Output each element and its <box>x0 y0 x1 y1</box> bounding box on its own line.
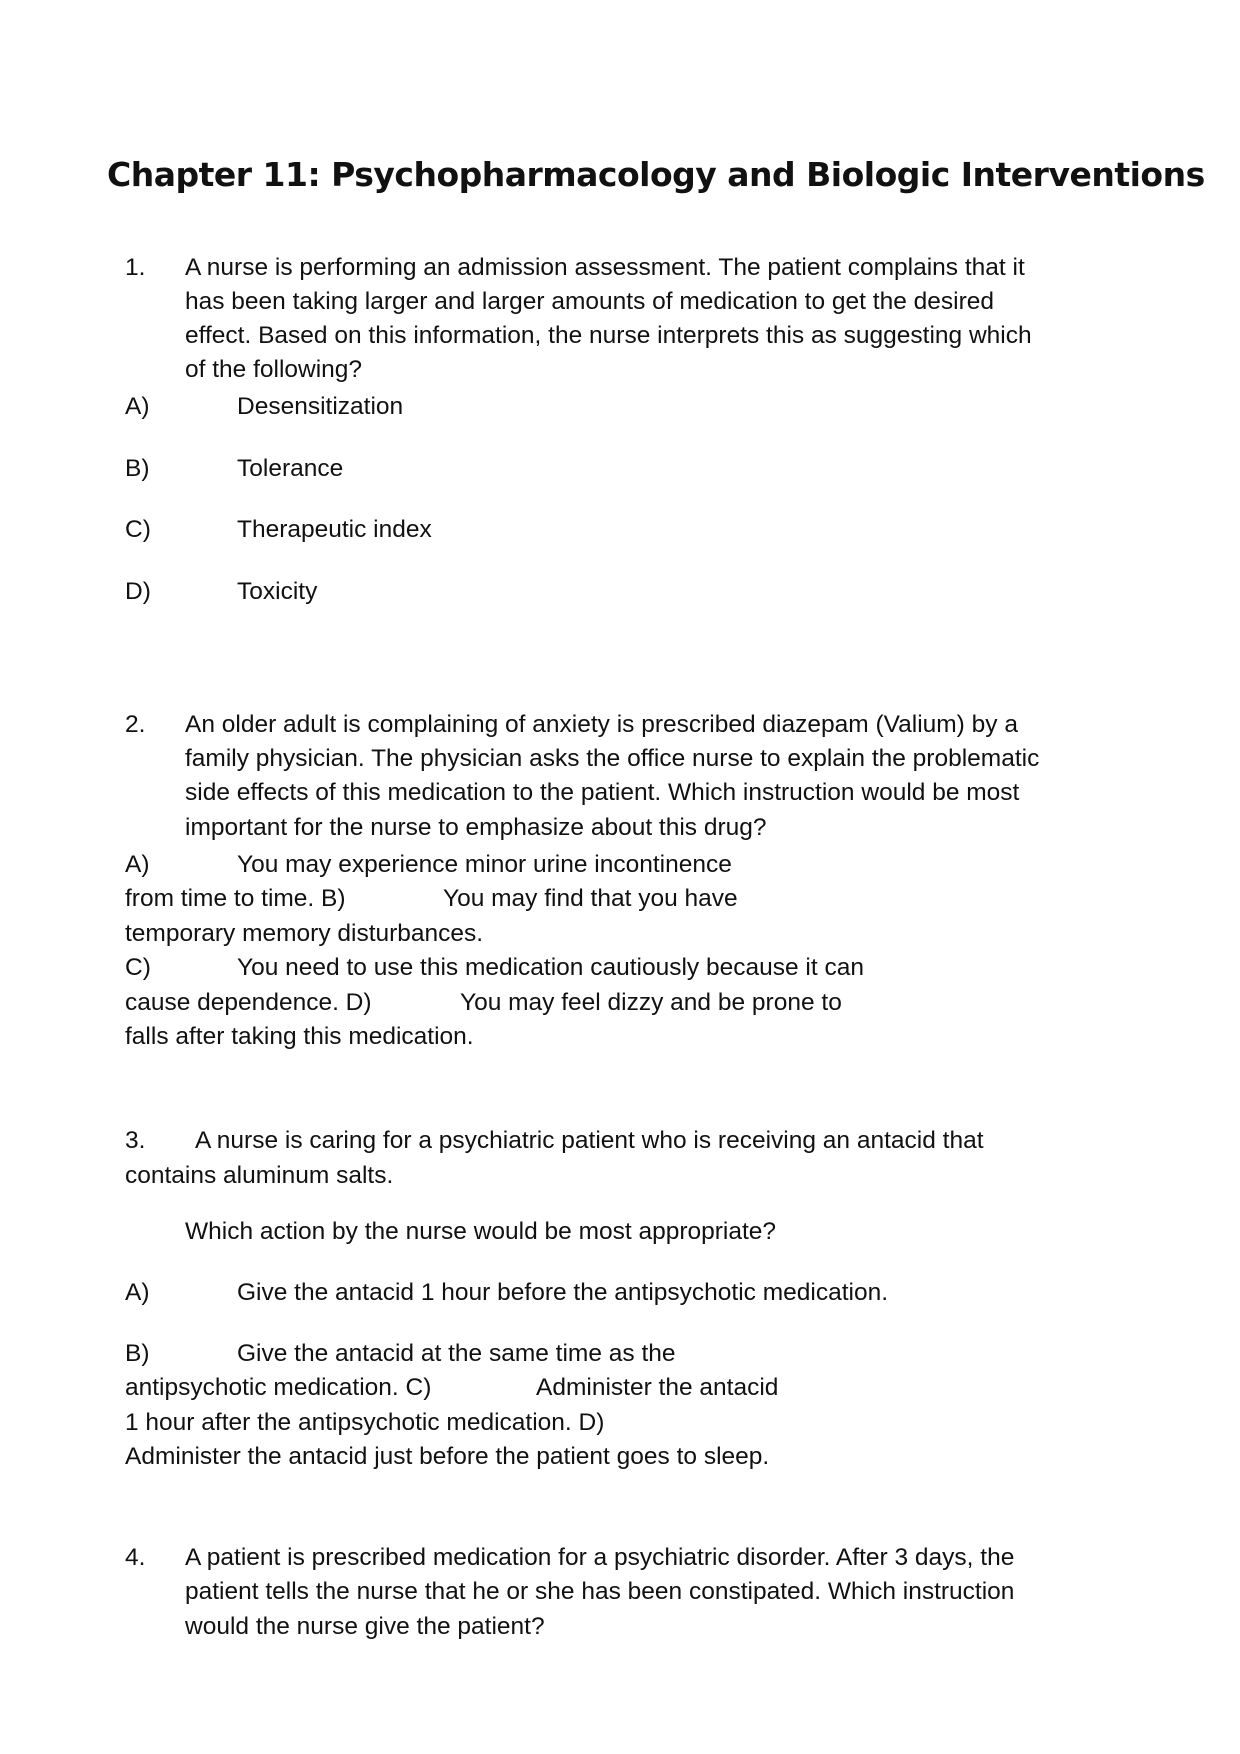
option-text: You may experience minor urine incontinence <box>237 851 732 878</box>
option-wrap-text: cause dependence. D) <box>125 989 372 1016</box>
option-wrap-text: temporary memory disturbances. <box>125 920 484 947</box>
question-stem-line: side effects of this medication to the patient. Which instruction would be most <box>185 779 1020 806</box>
option-letter: A) <box>125 851 150 878</box>
option-text: Desensitization <box>237 393 404 420</box>
question-stem-line: An older adult is complaining of anxiety is prescribed diazepam (Valium) by a <box>185 711 1018 738</box>
page-title: Chapter 11: Psychopharmacology and Biologic Interventions <box>107 155 1205 194</box>
question-stem-line: has been taking larger and larger amounts of medication to get the desired <box>185 288 995 315</box>
question-stem-line: contains aluminum salts. <box>125 1162 394 1189</box>
question-stem-line: important for the nurse to emphasize about this drug? <box>185 814 767 841</box>
option-text: Administer the antacid <box>536 1374 779 1401</box>
option-text: Therapeutic index <box>237 516 432 543</box>
option-letter: C) <box>125 954 151 981</box>
question-number: 4. <box>125 1544 146 1571</box>
option-letter: C) <box>125 516 151 543</box>
option-text: You may feel dizzy and be prone to <box>460 989 842 1016</box>
option-letter: B) <box>125 1340 150 1367</box>
question-stem-line: effect. Based on this information, the nurse interprets this as suggesting which <box>185 322 1032 349</box>
option-text: Tolerance <box>237 455 344 482</box>
option-wrap-text: from time to time. B) <box>125 885 346 912</box>
question-number: 1. <box>125 254 146 281</box>
option-text: You need to use this medication cautiously because it can <box>237 954 864 981</box>
option-letter: D) <box>125 578 151 605</box>
option-letter: A) <box>125 1279 150 1306</box>
question-stem-line: would the nurse give the patient? <box>185 1613 545 1640</box>
question-prompt: Which action by the nurse would be most appropriate? <box>185 1218 777 1245</box>
option-wrap-text: falls after taking this medication. <box>125 1023 474 1050</box>
question-stem-line: family physician. The physician asks the office nurse to explain the problematic <box>185 745 1040 772</box>
option-wrap-text: antipsychotic medication. C) <box>125 1374 432 1401</box>
option-wrap-text: 1 hour after the antipsychotic medication. D) <box>125 1409 605 1436</box>
option-wrap-text: Administer the antacid just before the patient goes to sleep. <box>125 1443 770 1470</box>
option-text: You may find that you have <box>443 885 738 912</box>
question-stem-line: A nurse is performing an admission assessment. The patient complains that it <box>185 254 1025 281</box>
option-letter: A) <box>125 393 150 420</box>
question-stem-line: patient tells the nurse that he or she has been constipated. Which instruction <box>185 1578 1015 1605</box>
option-text: Give the antacid at the same time as the <box>237 1340 676 1367</box>
question-stem-line: A patient is prescribed medication for a psychiatric disorder. After 3 days, the <box>185 1544 1015 1571</box>
question-stem-line: of the following? <box>185 356 363 383</box>
question-number: 3. <box>125 1127 146 1154</box>
option-text: Toxicity <box>237 578 318 605</box>
option-letter: B) <box>125 455 150 482</box>
question-stem-line: A nurse is caring for a psychiatric patient who is receiving an antacid that <box>195 1127 984 1154</box>
question-number: 2. <box>125 711 146 738</box>
option-text: Give the antacid 1 hour before the antipsychotic medication. <box>237 1279 888 1306</box>
